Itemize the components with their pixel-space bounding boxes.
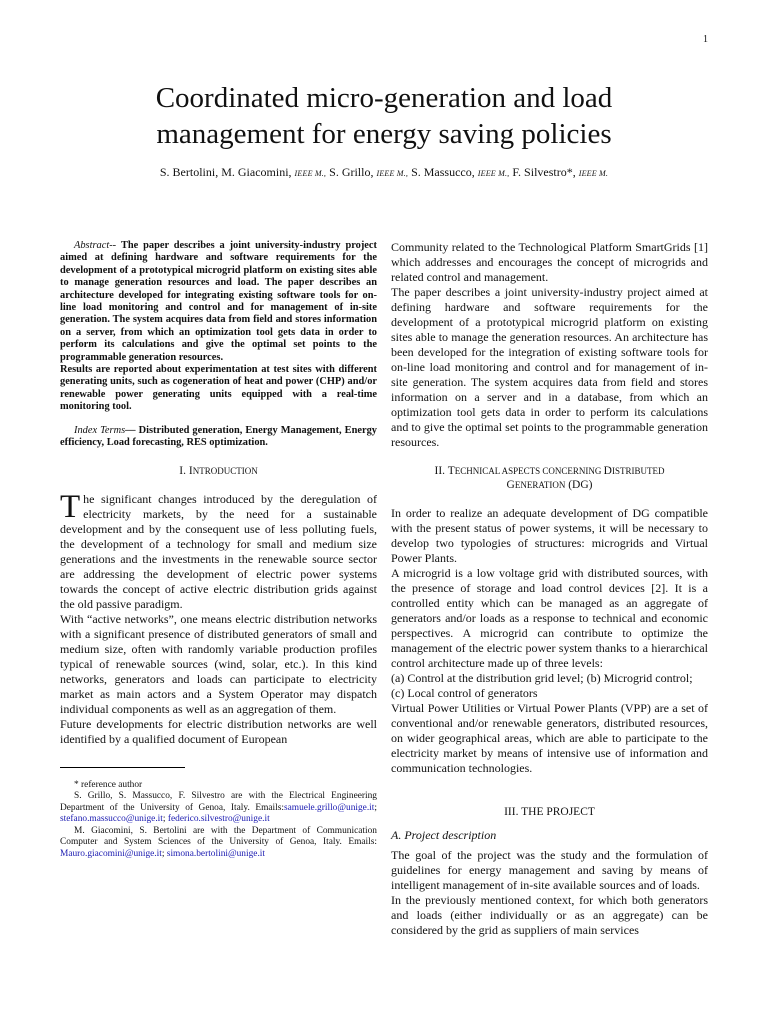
email-link[interactable]: stefano.massucco@unige.it [60,814,163,824]
author-name: S. Grillo, [329,165,374,179]
abstract-text: The paper describes a joint university-industry project aimed at defining hardware and software requirements for the development of a prototypical microgrid platform on existing sites able to manage generation resources and load. The paper describes an architecture developed for integrating existing software tools for on-line load monitoring and control and for management of in-site generation. The system acquires data from field and stores information on a server, from which an optimization tool gets data in order to perform its calculations and give the optimal set points to the programmable generation resources. [60,240,377,363]
section-cap: T [447,465,455,477]
abstract-dash: -- [109,240,121,251]
drop-cap: T [60,488,81,525]
ieee-membership: IEEE M., [294,169,327,178]
ieee-membership: IEEE M. [578,169,609,178]
right-paragraph-6: The goal of the project was the study and the formulation of guidelines for energy management and saving by means of intelligent management of in-site available sources and of loads. [391,848,708,892]
section-tail: (DG) [565,479,593,491]
right-column [391,240,708,938]
section-cap: G [506,479,515,491]
footnote-text: M. Giacomini, S. Bertolini are with the Department of Communication Computer and System Sciences of the University of Genoa, Italy. Emails: [60,825,377,847]
abstract-results: Results are reported about experimentation at test sites with different generating units, such as cogeneration of heat and power (CHP) and/or renewable power generating units equipped with a real-time monitoring tool. [60,364,377,413]
paper-title [60,80,708,152]
section-cap: D [603,465,612,477]
intro-paragraph-3: Future developments for electric distribution networks are well identified by a qualified document of European [60,716,377,746]
intro-paragraph-1-text: he significant changes introduced by the deregulation of electricity markets, by the need for a sustainable development and by the consequent use of less polluting fuels, the development of a technology for small and medium size generations and the investments in the renewable source sector are addressing the development of electric power systems towards the concept of active electric distribution grids against the old passive paradigm. [60,491,377,611]
section-cap: I [188,464,193,477]
intro-paragraph-2: With “active networks”, one means electric distribution networks with a significant presence of distributed generators of small and medium size, often with randomly variable production profiles typical of renewable sources (wind, solar, etc.). In this kind networks, generators and loads can participate to electricity market as main actors and a System Operator may dispatch individual components as well as an aggregation of them. [60,611,377,716]
section-rest: ENERATION [514,480,566,490]
right-paragraph-7: In the previously mentioned context, for which both generators and loads (either individually or as an aggregate) can be considered by the grid as suppliers of main services [391,893,708,937]
intro-paragraph-1 [60,488,377,612]
section-heading-the-project: III. THE PROJECT [504,806,595,818]
index-terms-label: Index Terms [74,424,126,436]
section-rest: ISTRIBUTED [611,466,665,476]
author-name: S. Massucco, [411,165,475,179]
separator: ; [161,848,167,859]
footnote-affiliation-2 [60,826,377,861]
right-paragraph-2: The paper describes a joint university-industry project aimed at defining hardware and software requirements for the development of a prototypical microgrid platform on existing sites able to manage the generation resources. An architecture has been developed for the integration of existing software tools for on-line load monitoring and control and for management of in-site generation. The system acquires data from field and stores information on a server and in a database, from which an optimization tool gets data in order to perform its calculations and to give the optimal set points to the programmable generation resources. [391,285,708,449]
right-paragraph-1: Community related to the Technological Platform SmartGrids [1] which addresses and encourages the concept of microgrids and related control and management. [391,240,708,284]
index-terms-dash: — [125,424,139,436]
subsection-project-description: A. Project description [391,828,497,842]
footnote-reference-author: * reference author [74,779,143,790]
control-levels-line-1: (a) Control at the distribution grid level; (b) Microgrid control; [391,671,693,685]
author-name: S. Bertolini, [159,165,219,179]
right-paragraph-5: Virtual Power Utilities or Virtual Power Plants (VPP) are a set of conventional and/or renewable generators, distributed resources, on wider geographical areas, which are able to participate to the electricity market by means of intensive use of information and communication technologies. [391,701,708,775]
right-paragraph-3: In order to realize an adequate development of DG compatible with the present status of power systems, it will be necessary to develop two typologies of structures: microgrids and Virtual Power Plants. [391,506,708,565]
email-link[interactable]: samuele.grillo@unige.it [284,802,375,813]
index-terms [60,425,377,450]
title-line-1: Coordinated micro-generation and load [155,82,613,114]
page-number: 1 [703,34,708,45]
separator: ; [162,814,168,824]
author-list [40,165,728,180]
separator: ; [374,802,377,813]
section-rest: NTRODUCTION [192,465,258,476]
section-rest: ECHNICAL ASPECTS CONCERNING [454,466,604,476]
left-column [60,240,377,860]
abstract-label: Abstract [74,240,110,251]
footnote-divider [60,767,185,768]
section-number: I. [179,464,189,477]
author-name: F. Silvestro*, [512,165,576,179]
email-link[interactable]: Mauro.giacomini@unige.it [60,848,162,859]
control-levels-line-2: (c) Local control of generators [391,686,538,700]
right-paragraph-4: A microgrid is a low voltage grid with distributed sources, with the presence of storage and load control devices [2]. It is a controlled entity which can be managed as an aggregate of generators and/or loads as a response to technical and economic perspectives. A microgrid can contribute to optimize the management of the electric power system thanks to a hierarchical control architecture made up of three levels: [391,566,708,670]
email-link[interactable]: simona.bertolini@unige.it [166,848,266,859]
ieee-membership: IEEE M., [376,169,409,178]
section-number: II. [434,465,448,477]
email-link[interactable]: federico.silvestro@unige.it [167,814,270,824]
abstract [60,240,377,364]
footnote-affiliation-1 [60,791,377,826]
ieee-membership: IEEE M., [477,169,510,178]
section-heading-technical-aspects [391,464,708,492]
section-heading-introduction [60,464,377,478]
index-terms-text: Distributed generation, Energy Management, Energy efficiency, Load forecasting, RES optimization. [60,424,377,449]
author-name: M. Giacomini, [221,165,292,179]
title-line-2: management for energy saving policies [156,118,612,150]
footnote-text: S. Grillo, S. Massucco, F. Silvestro are with the Electrical Engineering Department of the University of Genoa, Italy. Emails: [60,791,377,813]
